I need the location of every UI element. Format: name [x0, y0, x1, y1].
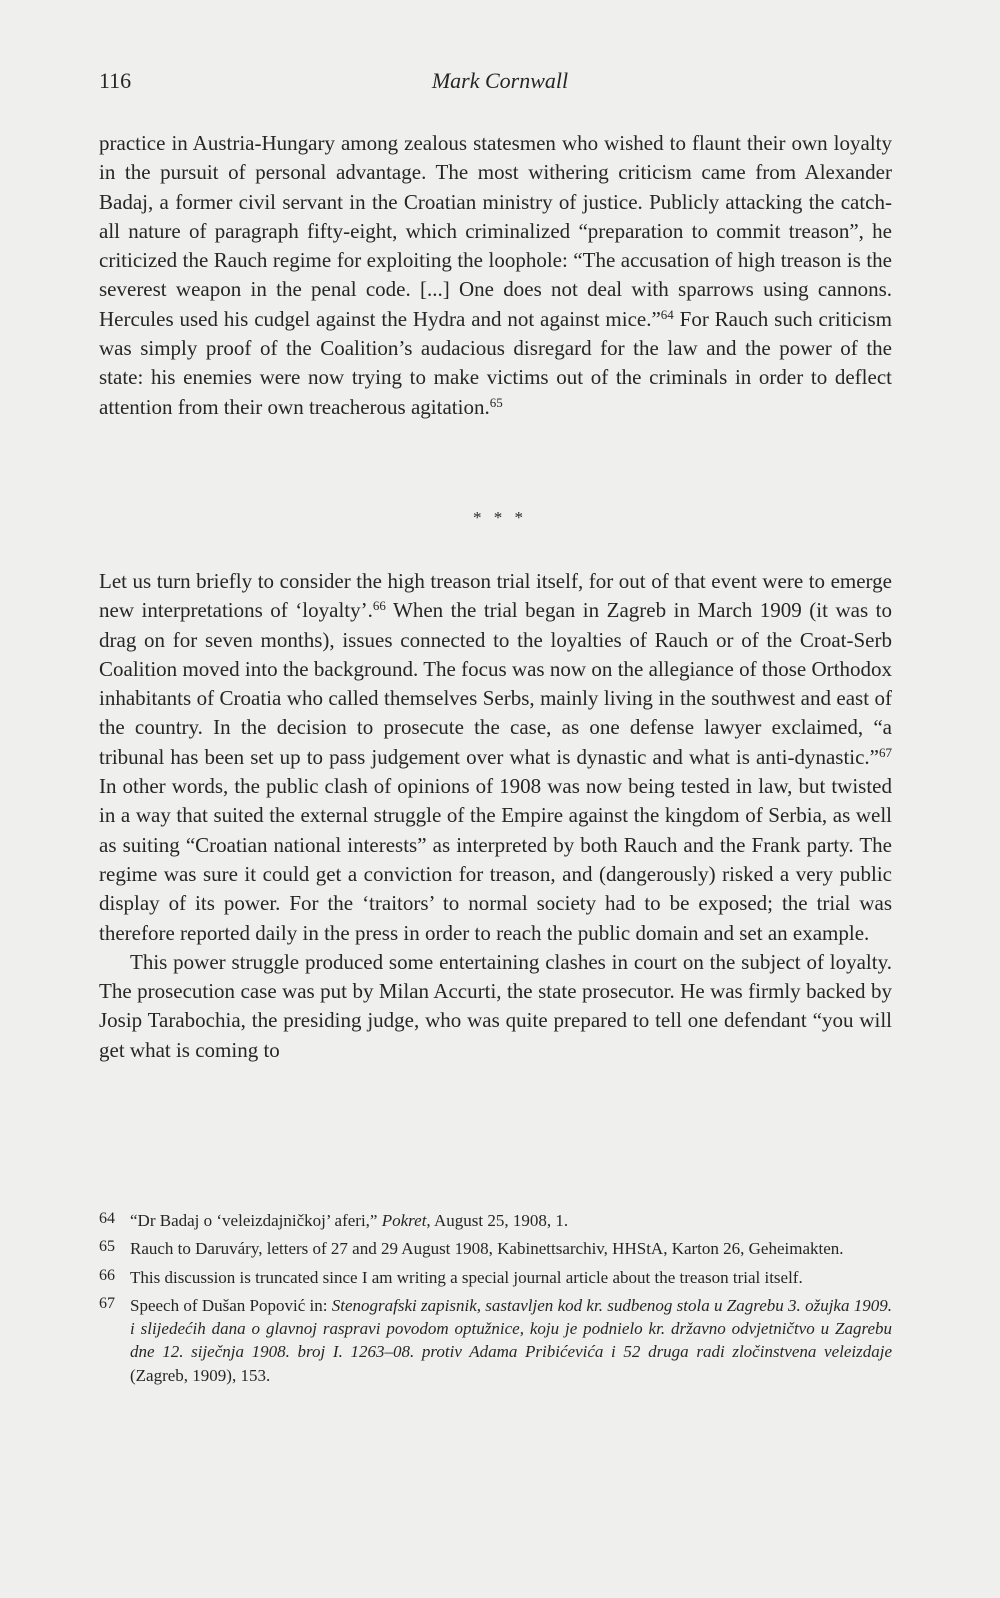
section-separator: * * * — [473, 508, 527, 527]
paragraph-1-text-a: practice in Austria-Hungary among zealous statesmen who wished to flaunt their own loyalty in the pursuit of personal advantage. The most withering criticism came from Alexander Badaj, a former civil servant in the Croatian ministry of justice. Publicly attacking the catch-all nature of paragraph fifty-eight, which criminalized “preparation to commit treason”, he criticized the Rauch regime for exploiting the loophole: “The accusation of high treason is the severest weapon in the penal code. [...] One does not deal with sparrows using cannons. Hercules used his cudgel against the Hydra and not against mice.” — [99, 131, 892, 331]
footnote-number: 67 — [99, 1294, 115, 1312]
footnote-67 — [99, 1294, 892, 1387]
footnote-number: 66 — [99, 1266, 115, 1284]
footnote-65 — [99, 1237, 892, 1260]
running-head: Mark Cornwall — [431, 68, 569, 93]
footnote-ref-65[interactable]: 65 — [489, 394, 503, 410]
footnote-text: , August 25, 1908, 1. — [426, 1211, 569, 1230]
body-text-block-2 — [99, 567, 892, 1065]
paragraph-2 — [99, 567, 892, 948]
footnote-text: Speech of Dušan Popović in: — [130, 1295, 332, 1315]
footnote-title: Stenografski zapisnik, sastavljen kod kr. sudbenog stola u Zagrebu 3. ožujka 1909. i slijedećih dana o glavnoj raspravi povodom optužnice, koju je podnielo kr. državno odvjetničtvo u Zagrebu dne 12. siječnja 1908. broj I. 1263–08. protiv Adama Pribićevića i 52 druga radi zločinstvena veleizdaje — [130, 1295, 893, 1362]
paragraph-2-text-a: Let us turn briefly to consider the high treason trial itself, for out of that event were to emerge new interpretations of ‘loyalty’. — [99, 569, 892, 623]
footnote-64 — [99, 1209, 892, 1232]
paragraph-2-text-b: When the trial began in Zagreb in March 1909 (it was to drag on for seven months), issues connected to the loyalties of Rauch or of the Croat-Serb Coalition moved into the background. The focus was now on the allegiance of those Orthodox inhabitants of Croatia who called themselves Serbs, mainly living in the southwest and east of the country. In the decision to prosecute the case, as one defense lawyer exclaimed, “a tribunal has been set up to pass judgement over what is dynastic and what is anti-dynastic.” — [99, 598, 892, 769]
footnote-number: 64 — [99, 1210, 115, 1227]
footnote-title: Pokret — [381, 1211, 427, 1230]
footnote-text: (Zagreb, 1909), 153. — [130, 1365, 271, 1385]
footnotes — [99, 1209, 892, 1392]
page-number: 116 — [99, 68, 132, 93]
footnote-ref-64[interactable]: 64 — [660, 306, 674, 322]
footnote-ref-67[interactable]: 67 — [879, 744, 892, 760]
footnote-ref-66[interactable]: 66 — [372, 598, 386, 614]
footnote-text: This discussion is truncated since I am writing a special journal article about the treason trial itself. — [130, 1267, 803, 1287]
paragraph-1 — [99, 129, 892, 422]
footnote-number: 65 — [99, 1238, 115, 1256]
paragraph-1-text-b: For Rauch such criticism was simply proof of the Coalition’s audacious disregard for the law and the power of the state: his enemies were now trying to make victims out of the criminals in order to deflect attention from their own treacherous agitation. — [99, 306, 892, 419]
footnote-text: Rauch to Daruváry, letters of 27 and 29 August 1908, Kabinettsarchiv, HHStA, Karton 26, Geheimakten. — [130, 1239, 844, 1259]
footnote-text: “Dr Badaj o ‘veleizdajničkoj’ aferi,” — [130, 1211, 382, 1230]
footnote-66 — [99, 1266, 892, 1289]
body-text-block-1 — [99, 129, 892, 422]
paragraph-3: This power struggle produced some entertaining clashes in court on the subject of loyalty. The prosecution case was put by Milan Accurti, the state prosecutor. He was firmly backed by Josip Tarabochia, the presiding judge, who was quite prepared to tell one defendant “you will get what is coming to — [99, 949, 892, 1062]
paragraph-2-text-c: In other words, the public clash of opinions of 1908 was now being tested in law, but twisted in a way that suited the external struggle of the Empire against the kingdom of Serbia, as well as suiting “Croatian national interests” as interpreted by both Rauch and the Frank party. The regime was sure it could get a conviction for treason, and (dangerously) risked a very public display of its power. For the ‘traitors’ to normal society had to be exposed; the trial was therefore reported daily in the press in order to reach the public domain and set an example. — [99, 774, 892, 945]
